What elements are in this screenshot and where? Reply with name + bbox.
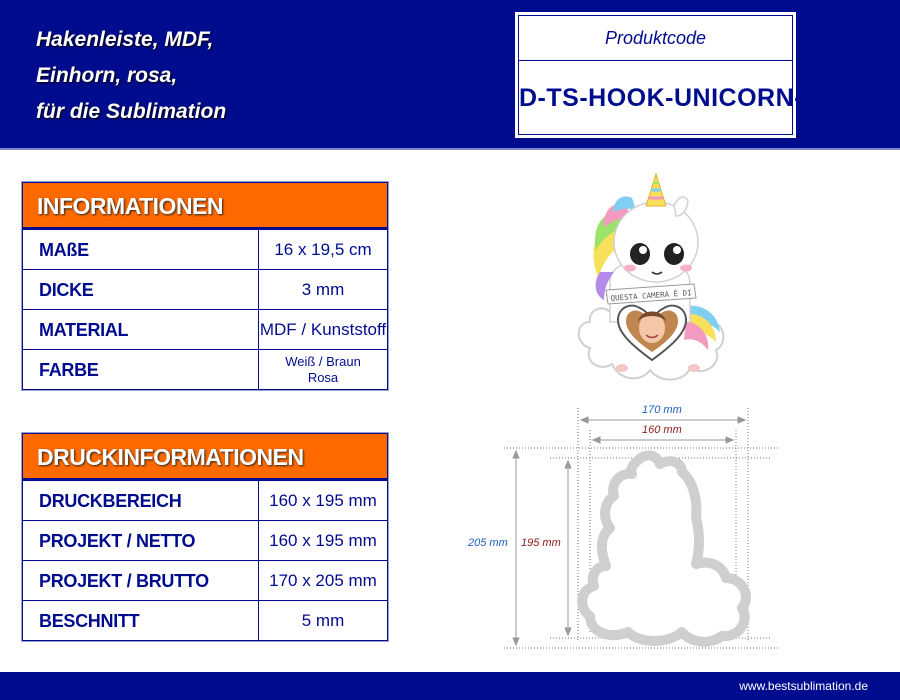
inner-width-label: 160 mm <box>642 424 682 436</box>
product-code-box <box>518 15 828 135</box>
horn-shape <box>646 174 666 206</box>
website-link[interactable]: www.bestsublimation.de <box>739 679 868 693</box>
table-row <box>23 229 387 269</box>
table-row <box>23 269 387 309</box>
dimension-drawing <box>460 400 780 660</box>
product-code-value: D-TS-HOOK-UNICORN-PI <box>519 84 828 112</box>
row-key: PROJEKT / NETTO <box>23 521 259 560</box>
info-table <box>22 182 388 390</box>
table-row <box>23 309 387 349</box>
row-key: BESCHNITT <box>23 601 259 640</box>
product-title <box>36 22 226 130</box>
row-value: MDF / Kunststoff <box>259 320 387 339</box>
dimension-lines <box>460 400 780 660</box>
title-line-3: für die Sublimation <box>36 100 227 123</box>
row-key: MAßE <box>23 230 259 269</box>
table-row <box>23 560 387 600</box>
row-value-line: Weiß / Braun <box>285 354 361 369</box>
unicorn-outline <box>582 455 746 641</box>
product-image <box>570 172 730 390</box>
row-key: DRUCKBEREICH <box>23 481 259 520</box>
print-table <box>22 433 388 641</box>
inner-height-label: 195 mm <box>521 537 561 549</box>
table-row <box>23 600 387 640</box>
product-code-label: Produktcode <box>519 16 792 61</box>
banner-text: QUESTA CAMERA È DI <box>610 288 692 303</box>
row-value-line: Rosa <box>307 370 339 385</box>
outer-height-label: 205 mm <box>468 537 508 549</box>
row-value <box>259 350 387 389</box>
title-line-1: Hakenleiste, MDF, <box>36 28 214 51</box>
table-row <box>23 349 387 389</box>
title-line-2: Einhorn, rosa, <box>36 64 178 87</box>
outer-width-label: 170 mm <box>642 404 682 416</box>
info-table-title: INFORMATIONEN <box>23 183 387 229</box>
row-key: PROJEKT / BRUTTO <box>23 561 259 600</box>
row-value: 170 x 205 mm <box>269 571 377 590</box>
row-value: 3 mm <box>301 280 345 299</box>
row-value: 160 x 195 mm <box>269 531 377 550</box>
row-value: 5 mm <box>301 611 345 630</box>
row-value: 16 x 19,5 cm <box>274 240 372 259</box>
header <box>0 0 900 150</box>
footer <box>0 672 900 700</box>
row-key: MATERIAL <box>23 310 259 349</box>
print-table-title: DRUCKINFORMATIONEN <box>23 434 387 480</box>
row-key: DICKE <box>23 270 259 309</box>
table-row <box>23 480 387 520</box>
row-key: FARBE <box>23 350 259 389</box>
table-row <box>23 520 387 560</box>
row-value: 160 x 195 mm <box>269 491 377 510</box>
